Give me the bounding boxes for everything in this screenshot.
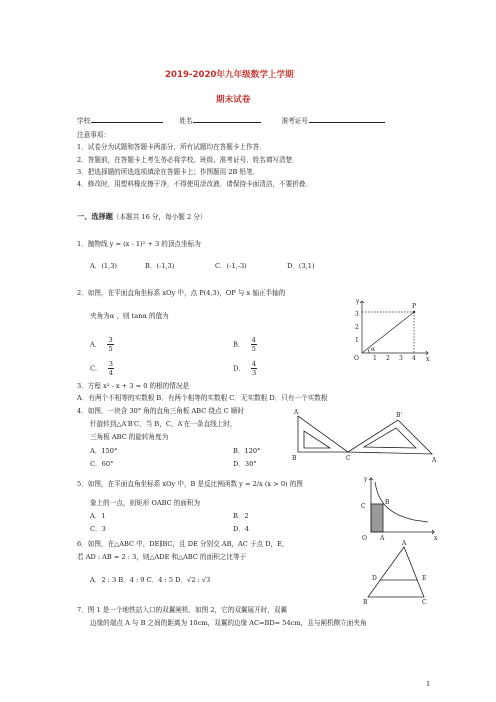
q2-figure (352, 298, 432, 363)
q4-option-a: A．150° (90, 447, 118, 455)
triangle-abc-inner (304, 431, 330, 448)
q6-options: A．2 : 3 B．4 : 9 C．4 : 5 D．√2 : √3 (90, 576, 211, 584)
option-label: B． (233, 340, 245, 349)
q2-option-b (233, 336, 257, 353)
x-tick-1: 1 (373, 355, 377, 362)
option-label: A． (90, 340, 102, 349)
q6-line2: 若 AD : AB = 2 : 3，则△ADE 和△ABC 的面积之比等于 (77, 553, 247, 561)
label-b: B (363, 599, 368, 606)
label-c: C (346, 455, 351, 462)
y-label: y (356, 298, 360, 305)
school-label: 学校 (77, 117, 91, 125)
denominator: 5 (251, 345, 256, 353)
q6-line1: 6．如图，在△ABC 中，DE∥BC，且 DE 分别交 AB，AC 于点 D，E， (77, 540, 289, 548)
name-blank[interactable] (193, 116, 261, 123)
point-p-label: P (412, 303, 417, 310)
denominator: 3 (252, 369, 257, 377)
q2-option-c (90, 360, 114, 377)
triangle-a2b2c (348, 420, 432, 454)
q4-option-d: D．30° (233, 460, 257, 468)
q5-option-a: A．1 (90, 512, 106, 520)
name-label: 姓名 (179, 117, 193, 125)
note-1: 1．试卷分为试题和答题卡两部分，所有试题均在答题卡上作答． (77, 143, 266, 151)
triangle-abc (298, 416, 348, 452)
note-2: 2．答题前，在答题卡上考生务必将学校、班级、准考证号、姓名填写清楚． (77, 156, 299, 164)
label-c: C (361, 503, 366, 510)
x-tick-3: 3 (399, 355, 403, 362)
q2-option-a (90, 336, 114, 353)
label-d: D (372, 575, 377, 582)
numerator: 3 (108, 360, 113, 368)
x-tick-4: 4 (412, 355, 416, 362)
q5-option-b: B．2 (233, 512, 249, 520)
option-label: D． (233, 364, 245, 373)
q7-line1: 7．图 1 是一个地铁站入口的双翼闸机．如图 2，它的双翼展开时，双翼 (77, 606, 288, 614)
q3-options: A．有两个不相等的实数根 B．有两个相等的实数根 C．无实数根 D．只有一个实数根 (77, 394, 328, 402)
doc-title: 2019-2020年九年级数学上学期 (165, 70, 294, 80)
exam-no-blank[interactable] (309, 116, 385, 123)
school-blank[interactable] (91, 116, 163, 123)
q1-option-a: A．(1,3) (90, 262, 117, 270)
section-meta: （本题共 16 分，每小题 2 分） (112, 213, 207, 221)
x-label: x (434, 535, 438, 542)
label-a: A (294, 409, 299, 416)
label-a: A (402, 540, 407, 547)
note-3: 3．把选择题的所选选项填涂在答题卡上；作图题用 2B 铅笔． (77, 168, 260, 176)
q2-option-d (233, 360, 257, 377)
origin-label: O (354, 355, 359, 362)
q2-line2: 夹角为α ，则 tanα 的值为 (90, 312, 169, 320)
y-tick-1: 1 (355, 337, 359, 344)
info-line (77, 116, 385, 125)
label-b: B (292, 455, 297, 462)
y-label: y (364, 476, 368, 483)
option-label: C． (90, 364, 102, 373)
angle-arc (368, 349, 369, 353)
q4-option-c: C．60° (90, 460, 114, 468)
denominator: 5 (108, 345, 113, 353)
q5-line1: 5．如图，在平面直角坐标系 xOy 中，B 是反比例函数 y = 2/x (x > 0) 的图 (77, 480, 303, 488)
q5-option-d: D．4 (233, 525, 250, 533)
label-a-prime: A (432, 457, 437, 464)
label-b-prime: B' (396, 412, 403, 419)
note-4: 4．修改时，用塑料橡皮擦干净，不得使用涂改液．请保持卡面清洁，不要折叠． (77, 180, 312, 188)
q3-stem: 3．方程 x² - x + 3 = 0 的根的情况是 (77, 382, 190, 390)
q5-option-c: C．3 (90, 525, 106, 533)
q4-line3: 三角板 ABC 的旋转角度为 (90, 433, 169, 441)
q4-option-b: B．120° (233, 447, 261, 455)
rectangle-oabc (371, 504, 383, 532)
numerator: 4 (251, 336, 256, 344)
op-segment (362, 312, 414, 353)
fraction (251, 360, 257, 377)
q1-option-d: D．(3,1) (287, 262, 315, 270)
q5-figure (358, 474, 440, 542)
q4-line1: 4．如图，一块含 30° 角的直角三角板 ABC 绕点 C 顺时 (77, 407, 244, 415)
section-heading (77, 213, 206, 221)
x-tick-2: 2 (386, 355, 390, 362)
q1-option-c: C．(-1,-3) (215, 262, 247, 270)
exam-no-label: 准考证号 (281, 117, 308, 125)
fraction (107, 336, 113, 353)
point-p (413, 311, 415, 313)
y-tick-3: 3 (355, 311, 359, 318)
q7-line2: 边缘的端点 A 与 B 之间的距离为 10cm，双翼的边缘 AC=BD= 54cm，且与闸机侧立面夹角 (90, 619, 367, 627)
q1-stem: 1．抛物线 y = (x - 1)² + 3 的顶点坐标为 (77, 240, 201, 248)
triangle-a2b2c-inner (364, 428, 416, 448)
label-a: A (380, 535, 385, 542)
fraction (108, 360, 114, 377)
page-number: 1 (426, 680, 431, 688)
doc-subtitle: 期末试卷 (216, 95, 251, 105)
q6-figure (362, 541, 434, 605)
fraction (251, 336, 257, 353)
numerator: 4 (252, 360, 257, 368)
origin-label: O (362, 535, 367, 542)
q1-option-b: B．(-1,3) (145, 262, 175, 270)
label-b: B (385, 499, 390, 506)
q5-line2: 象上的一点，则矩形 OABC 的面积为 (90, 499, 201, 507)
section-title: 一、选择题 (77, 212, 113, 221)
q2-line1: 2．如图，在平面直角坐标系 xOy 中，点 P(4,3)，OP 与 x 轴正半轴的 (77, 289, 286, 297)
denominator: 4 (108, 369, 113, 377)
angle-label: α (371, 346, 376, 353)
label-c: C (422, 599, 427, 606)
numerator: 3 (108, 336, 113, 344)
label-e: E (422, 575, 427, 582)
y-tick-2: 2 (355, 324, 359, 331)
x-label: x (426, 356, 430, 363)
triangle-abc (368, 547, 427, 597)
q4-figure (292, 406, 440, 462)
q4-line2: 针旋转到△A′B′C，当 B，C，A′在一条直线上时， (90, 420, 237, 428)
notes-heading: 注意事项： (77, 131, 110, 139)
